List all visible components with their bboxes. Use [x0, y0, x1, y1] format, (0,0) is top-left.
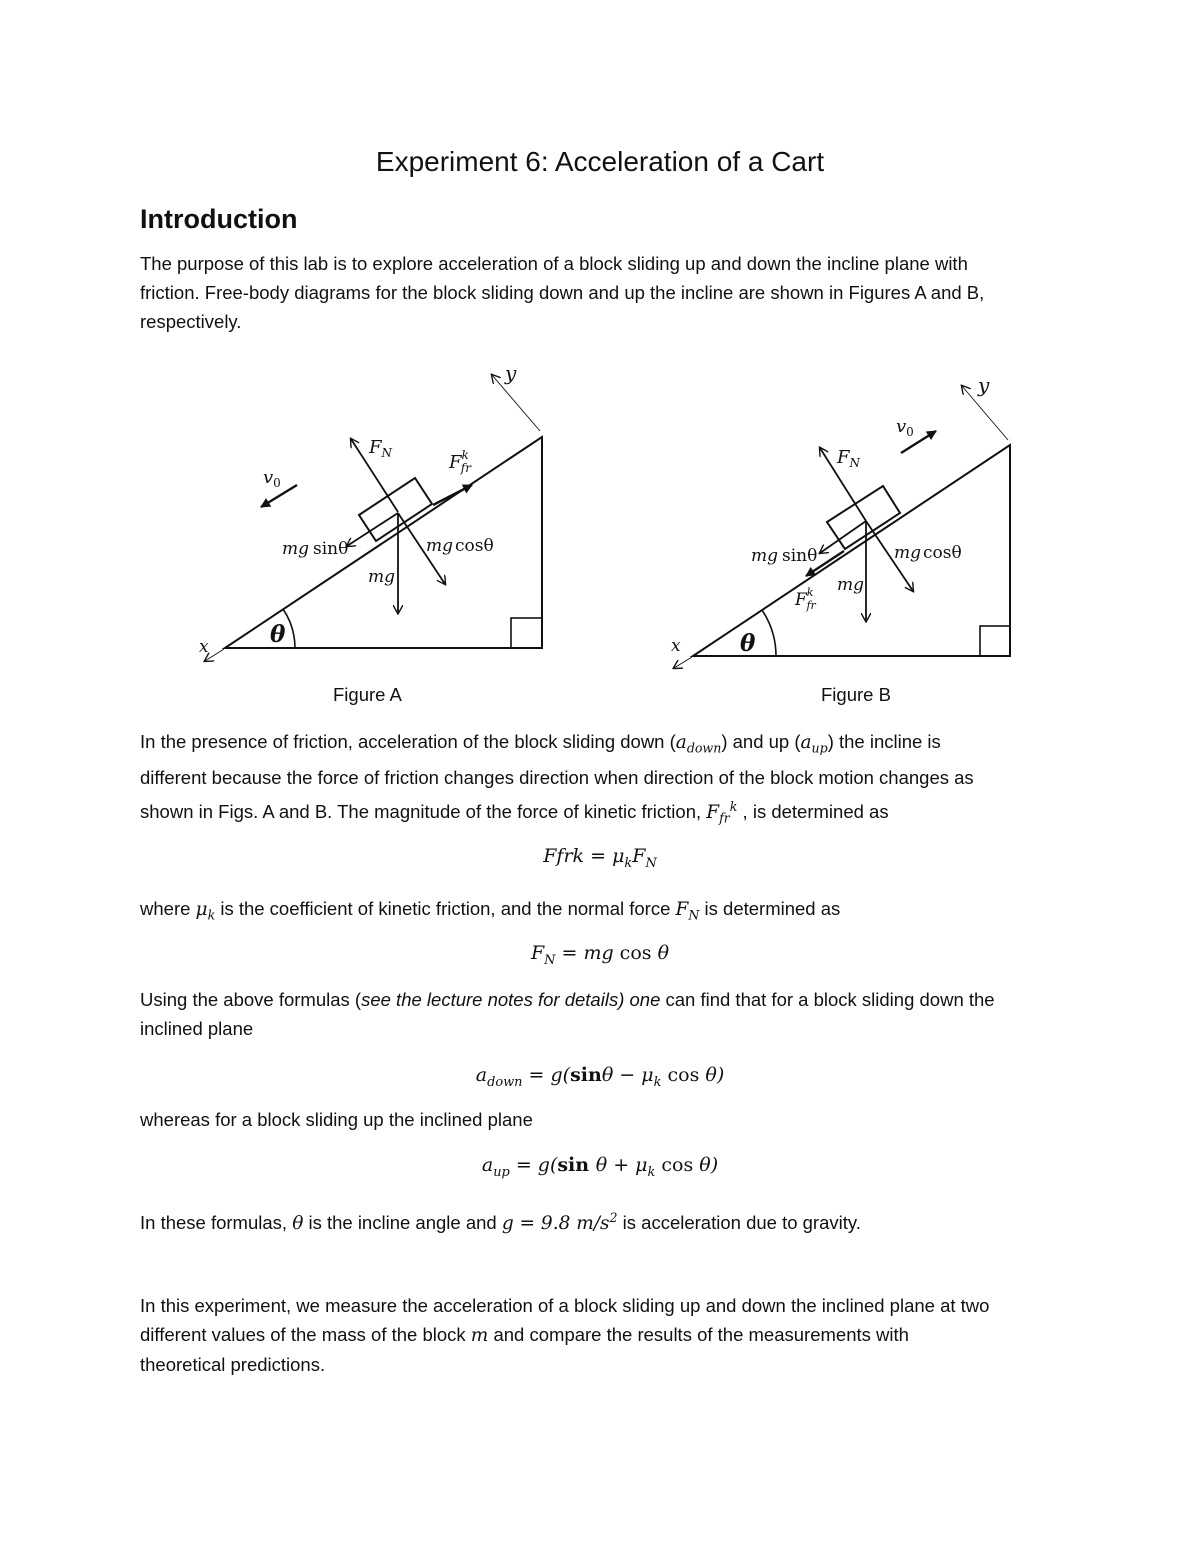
equation-a-down: $a_{down} = g(\sin\theta - \mu_k$ cos θ): [475, 1064, 725, 1090]
intro-line-1: The purpose of this lab is to explore acceleration of a block sliding up and down the incline plane with: [140, 253, 968, 274]
right-angle-marker: [511, 618, 542, 648]
free-body-diagrams: [0, 0, 1200, 720]
label-mg-sin: mg sinθ: [282, 539, 349, 559]
page-title: Experiment 6: Acceleration of a Cart: [375, 146, 825, 177]
incline-triangle: [693, 445, 1010, 656]
section-heading: Introduction: [140, 204, 298, 234]
equation-friction: Ffrk = $\mu_kF_N$: [543, 845, 657, 871]
label-ffr: $F^k$ fr: [449, 448, 471, 475]
label-ffr: $F^k$ fr: [795, 586, 816, 612]
label-theta: θ: [740, 630, 756, 657]
gravity-paragraph: In these formulas, θ is the incline angle and g = 9.8 $m/s^2$ is acceleration due to gravity.: [140, 1210, 861, 1235]
label-fn: $F_N$: [837, 447, 860, 470]
equation-normal-force: $F_N$ = mg cos θ: [530, 942, 670, 968]
experiment-paragraph: In this experiment, we measure the acceleration of a block sliding up and down the inclined plane at two different values of the mass of the block m and compare the results of the measurements with theoretical predictions.: [140, 1295, 990, 1375]
label-theta: θ: [270, 621, 286, 648]
figure-a-diagram: [199, 361, 542, 661]
label-mg-sin: mg sinθ: [751, 546, 818, 566]
label-y: y: [978, 373, 990, 397]
a-up-symbol: $a_{up}$: [800, 732, 828, 756]
equation-a-up: $a_{up} = g(\sin$ $\theta + \mu_k$ cos θ): [481, 1154, 719, 1180]
label-x: x: [671, 636, 681, 656]
label-mg-cos: mg cosθ: [426, 536, 494, 556]
angle-arc: [762, 610, 776, 656]
intro-line-3: respectively.: [140, 311, 242, 332]
figure-b-diagram: [671, 373, 1010, 668]
label-v0: $v_0$: [896, 416, 914, 439]
label-mg-cos: mg cosθ: [894, 543, 962, 563]
friction-force-arrow: [433, 485, 472, 505]
x-axis-arrow: [674, 657, 692, 668]
friction-symbol: $F_{fr}^k$: [706, 798, 738, 826]
label-v0: $v_0$: [263, 467, 281, 490]
label-y: y: [505, 361, 517, 385]
a-down-symbol: $a_{down}$: [675, 732, 722, 756]
intro-line-2: friction. Free-body diagrams for the block sliding down and up the incline are shown in Figures A and B,: [140, 282, 985, 303]
up-paragraph: whereas for a block sliding up the inclined plane: [140, 1109, 533, 1130]
label-x: x: [199, 637, 209, 657]
label-mg: mg: [368, 567, 396, 587]
label-fn: $F_N$: [369, 437, 392, 460]
figure-b-caption: Figure B: [821, 684, 891, 705]
friction-paragraph: In the presence of friction, acceleration of the block sliding down $(a_{down})$ and up $(a_{up})$ the incline is different because the force of friction changes direction when direction of the block motion changes as shown in Figs. A and B. The magnitude of the force of kinetic friction, $F_{fr}^k$ , is determined as: [140, 731, 974, 826]
right-angle-marker: [980, 626, 1010, 656]
coefficient-paragraph: where $\mu_k$ is the coefficient of kinetic friction, and the normal force $F_N$ is determined as: [140, 898, 841, 923]
figure-a-caption: Figure A: [333, 684, 402, 705]
formulas-paragraph: Using the above formulas (see the lecture notes for details) one can find that for a block sliding down the inclined plane: [140, 989, 995, 1039]
label-mg: mg: [837, 575, 865, 595]
